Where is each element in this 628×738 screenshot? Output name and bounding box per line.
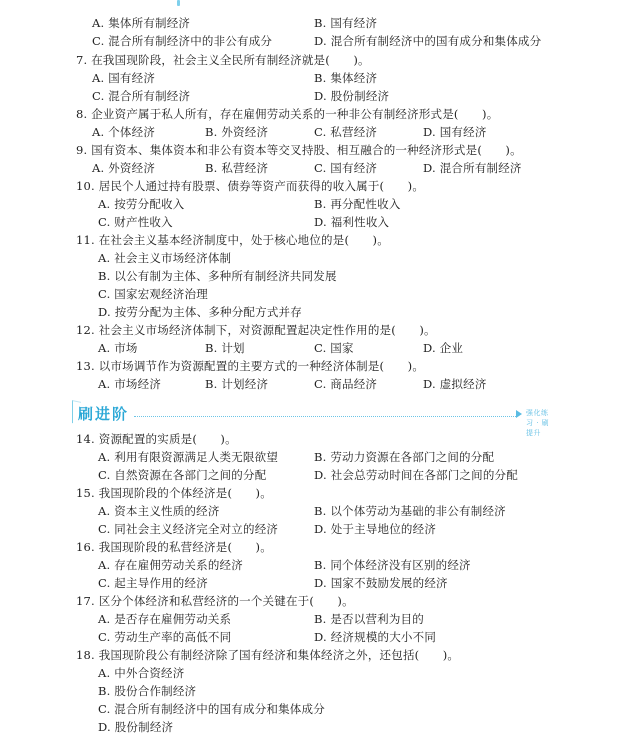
option-a: A. 个体经济 xyxy=(92,125,156,139)
option-d: D. 股份制经济 xyxy=(314,89,390,103)
question-stem: 国有资本、集体资本和非公有资本等交叉持股、相互融合的一种经济形式是( )。 xyxy=(91,143,522,157)
option-d: D. 虚拟经济 xyxy=(423,377,487,391)
option-a: A. 市场 xyxy=(98,341,138,355)
question-number: 9. xyxy=(76,143,88,157)
question-11 xyxy=(76,233,389,247)
question-stem: 我国现阶段公有制经济除了国有经济和集体经济之外，还包括( )。 xyxy=(98,648,460,662)
option-c: C. 财产性收入 xyxy=(98,215,173,229)
question-stem: 居民个人通过持有股票、债券等资产而获得的收入属于( )。 xyxy=(98,179,425,193)
option-a: A. 利用有限资源满足人类无限欲望 xyxy=(98,450,279,464)
option-a: A. 市场经济 xyxy=(98,377,162,391)
option-d: D. 处于主导地位的经济 xyxy=(314,522,437,536)
option-d: D. 混合所有制经济中的国有成分和集体成分 xyxy=(314,34,542,48)
question-stem: 在社会主义基本经济制度中，处于核心地位的是( )。 xyxy=(98,233,389,247)
question-number: 8. xyxy=(76,107,88,121)
option-c: C. 起主导作用的经济 xyxy=(98,576,208,590)
option-b: B. 再分配性收入 xyxy=(314,197,401,211)
option-b: B. 以个体劳动为基础的非公有制经济 xyxy=(314,504,506,518)
option-c: C. 混合所有制经济中的国有成分和集体成分 xyxy=(98,702,325,716)
question-15 xyxy=(76,486,272,500)
option-c: C. 混合所有制经济中的非公有成分 xyxy=(92,34,273,48)
section-header xyxy=(72,400,552,437)
question-number: 18. xyxy=(76,648,95,662)
question-number: 17. xyxy=(76,594,95,608)
option-b: B. 计划 xyxy=(205,341,245,355)
option-c: C. 国有经济 xyxy=(314,161,378,175)
option-d: D. 按劳分配为主体、多种分配方式并存 xyxy=(98,305,302,319)
option-d: D. 混合所有制经济 xyxy=(423,161,522,175)
question-16 xyxy=(76,540,272,554)
question-stem: 我国现阶段的个体经济是( )。 xyxy=(98,486,272,500)
question-number: 15. xyxy=(76,486,95,500)
option-d: D. 福利性收入 xyxy=(314,215,390,229)
question-10 xyxy=(76,179,424,193)
option-a: A. 是否存在雇佣劳动关系 xyxy=(98,612,232,626)
question-stem: 区分个体经济和私营经济的一个关键在于( )。 xyxy=(98,594,354,608)
option-b: B. 是否以营利为目的 xyxy=(314,612,424,626)
section-title: 刷进阶 xyxy=(78,405,130,423)
question-number: 16. xyxy=(76,540,95,554)
question-14 xyxy=(76,432,237,446)
question-stem: 我国现阶段的私营经济是( )。 xyxy=(98,540,272,554)
question-9 xyxy=(76,143,522,157)
question-number: 10. xyxy=(76,179,95,193)
option-d: D. 经济规模的大小不同 xyxy=(314,630,437,644)
option-a: A. 社会主义市场经济体制 xyxy=(98,251,232,265)
question-stem: 以市场调节作为资源配置的主要方式的一种经济体制是( )。 xyxy=(98,359,425,373)
question-18 xyxy=(76,648,459,662)
question-7 xyxy=(76,53,370,67)
question-number: 12. xyxy=(76,323,95,337)
option-b: B. 计划经济 xyxy=(205,377,269,391)
option-b: B. 股份合作制经济 xyxy=(98,684,197,698)
option-a: A. 国有经济 xyxy=(92,71,156,85)
question-12 xyxy=(76,323,436,337)
option-c: C. 国家 xyxy=(314,341,354,355)
option-c: C. 国家宏观经济治理 xyxy=(98,287,208,301)
option-c: C. 同社会主义经济完全对立的经济 xyxy=(98,522,279,536)
option-d: D. 国家不鼓励发展的经济 xyxy=(314,576,448,590)
option-c: C. 混合所有制经济 xyxy=(92,89,191,103)
option-c: C. 私营经济 xyxy=(314,125,378,139)
option-b: B. 外资经济 xyxy=(205,125,269,139)
option-a: A. 集体所有制经济 xyxy=(92,16,191,30)
option-b: B. 私营经济 xyxy=(205,161,269,175)
option-a: A. 存在雇佣劳动关系的经济 xyxy=(98,558,243,572)
question-stem: 资源配置的实质是( )。 xyxy=(98,432,237,446)
option-a: A. 资本主义性质的经济 xyxy=(98,504,220,518)
option-d: D. 国有经济 xyxy=(423,125,487,139)
option-b: B. 集体经济 xyxy=(314,71,378,85)
question-8 xyxy=(76,107,498,121)
question-17 xyxy=(76,594,354,608)
option-b: B. 劳动力资源在各部门之间的分配 xyxy=(314,450,495,464)
option-d: D. 企业 xyxy=(423,341,464,355)
dotted-divider xyxy=(134,416,516,417)
option-d: D. 社会总劳动时间在各部门之间的分配 xyxy=(314,468,518,482)
option-a: A. 外资经济 xyxy=(92,161,156,175)
option-d: D. 股份制经济 xyxy=(98,720,174,734)
option-b: B. 以公有制为主体、多种所有制经济共同发展 xyxy=(98,269,337,283)
option-a: A. 按劳分配收入 xyxy=(98,197,185,211)
option-c: C. 劳动生产率的高低不同 xyxy=(98,630,232,644)
option-b: B. 同个体经济没有区别的经济 xyxy=(314,558,471,572)
question-stem: 社会主义市场经济体制下，对资源配置起决定性作用的是( )。 xyxy=(98,323,436,337)
question-stem: 在我国现阶段，社会主义全民所有制经济就是( )。 xyxy=(91,53,370,67)
option-c: C. 商品经济 xyxy=(314,377,378,391)
option-c: C. 自然资源在各部门之间的分配 xyxy=(98,468,267,482)
question-number: 13. xyxy=(76,359,95,373)
section-subtitle: 强化练习 · 刷提升 xyxy=(526,409,550,437)
question-13 xyxy=(76,359,424,373)
decorative-mark xyxy=(177,0,180,6)
question-number: 7. xyxy=(76,53,88,67)
question-stem: 企业资产属于私人所有，存在雇佣劳动关系的一种非公有制经济形式是( )。 xyxy=(91,107,499,121)
question-number: 11. xyxy=(76,233,95,247)
option-b: B. 国有经济 xyxy=(314,16,378,30)
triangle-arrow-icon xyxy=(516,410,522,418)
question-number: 14. xyxy=(76,432,95,446)
option-a: A. 中外合资经济 xyxy=(98,666,185,680)
